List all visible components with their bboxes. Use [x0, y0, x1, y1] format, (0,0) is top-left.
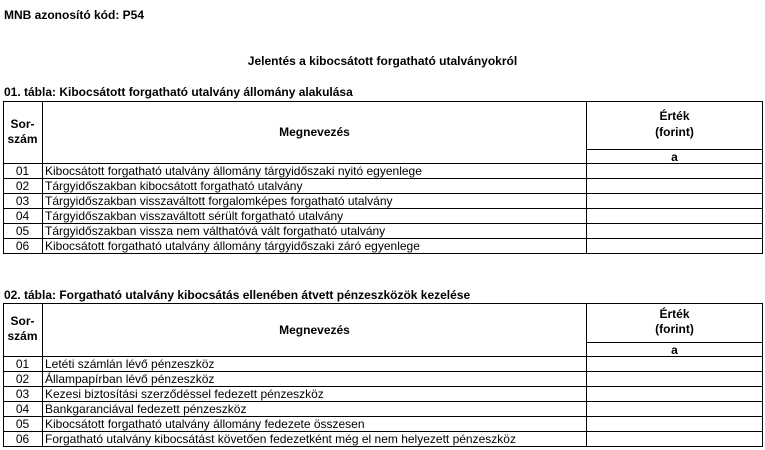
col-value-header-1: Érték: [659, 109, 690, 123]
col-value-letter: a: [671, 343, 678, 357]
col-value-header-1: Érték: [659, 307, 690, 321]
col-value-header-2: (forint): [655, 125, 694, 139]
table-2: [3, 303, 763, 450]
row-label: Letéti számlán lévő pénzeszköz: [45, 357, 215, 371]
row-number: 03: [15, 194, 30, 208]
row-number: 02: [15, 179, 30, 193]
row-label: Tárgyidőszakban vissza nem válthatóvá vált forgatható utalvány: [45, 224, 386, 238]
row-number: 01: [15, 164, 30, 178]
row-label: Tárgyidőszakban visszaváltott forgalomképes forgatható utalvány: [45, 194, 393, 208]
row-number: 04: [15, 402, 30, 416]
row-label: Kibocsátott forgatható utalvány állomány tárgyidőszaki nyitó egyenlege: [45, 164, 422, 178]
row-label: Bankgaranciával fedezett pénzeszköz: [45, 402, 247, 416]
row-label: Állampapírban lévő pénzeszköz: [45, 372, 215, 386]
table-1-title: 01. tábla: Kibocsátott forgatható utalvány állomány alakulása: [4, 85, 353, 99]
col-name-header: Megnevezés: [279, 125, 350, 139]
row-number: 05: [15, 417, 30, 431]
col-sorszam-header-2: szám: [7, 132, 38, 146]
col-value-letter: a: [671, 150, 678, 164]
row-number: 01: [15, 357, 30, 371]
row-label: Tárgyidőszakban kibocsátott forgatható utalvány: [45, 179, 303, 193]
row-label: Kibocsátott forgatható utalvány állomány tárgyidőszaki záró egyenlege: [45, 239, 420, 253]
row-number: 06: [15, 432, 30, 446]
row-number: 03: [15, 387, 30, 401]
row-number: 05: [15, 224, 30, 238]
mnb-code: MNB azonosító kód: P54: [4, 8, 145, 22]
row-label: Kibocsátott forgatható utalvány állomány fedezete összesen: [45, 417, 365, 431]
row-number: 02: [15, 372, 30, 386]
row-label: Forgatható utalvány kibocsátást követően fedezetként még el nem helyezett pénzeszköz: [45, 432, 516, 446]
page-title: Jelentés a kibocsátott forgatható utalványokról: [247, 54, 518, 68]
col-sorszam-header-1: Sor-: [10, 314, 35, 328]
table-2-title: 02. tábla: Forgatható utalvány kibocsátás ellenében átvett pénzeszközök kezelése: [4, 288, 471, 302]
col-sorszam-header-1: Sor-: [10, 117, 35, 131]
row-number: 04: [15, 209, 30, 223]
row-label: Tárgyidőszakban visszaváltott sérült forgatható utalvány: [45, 209, 344, 223]
col-sorszam-header-2: szám: [7, 329, 38, 343]
row-number: 06: [15, 239, 30, 253]
row-label: Kezesi biztosítási szerződéssel fedezett pénzeszköz: [45, 387, 324, 401]
table-1: [3, 101, 763, 257]
col-value-header-2: (forint): [655, 322, 694, 336]
col-name-header: Megnevezés: [279, 323, 350, 337]
